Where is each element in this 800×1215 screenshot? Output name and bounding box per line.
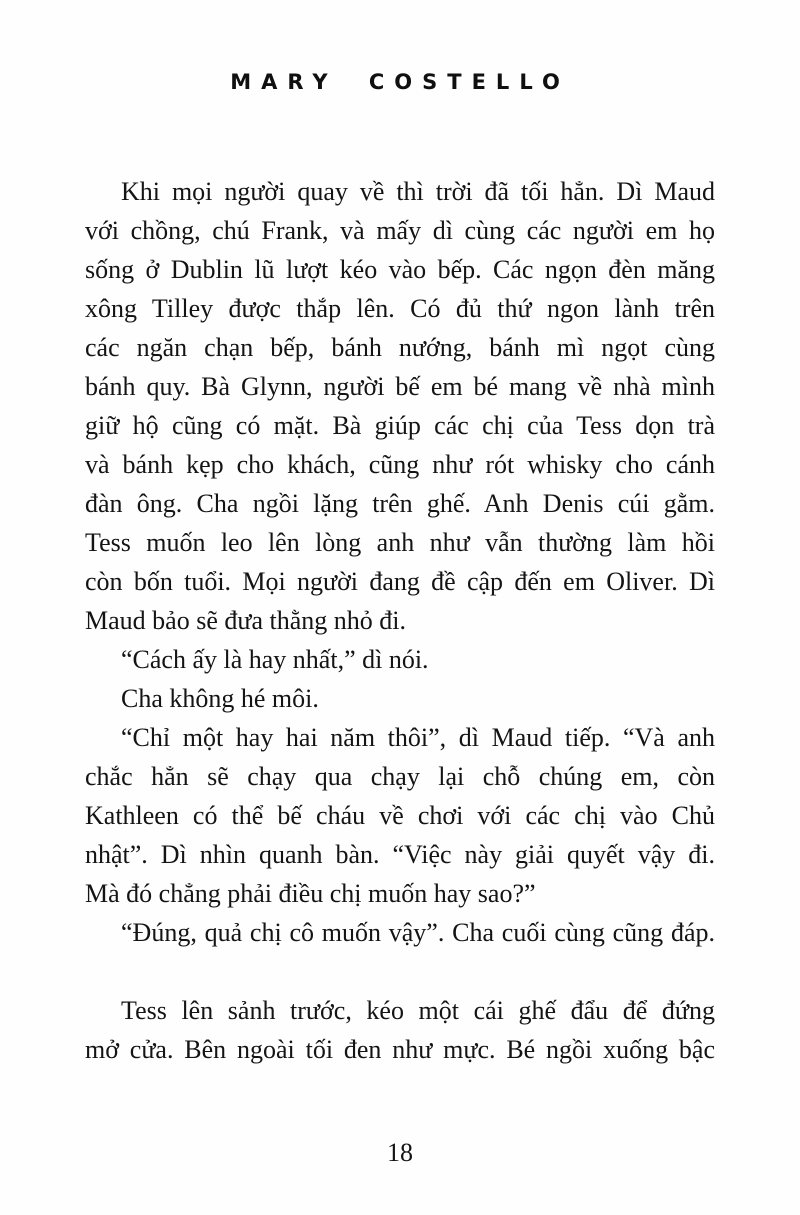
text-line: Kathleen có thể bế cháu về chơi với các chị vào Chủ — [85, 801, 715, 830]
text-line: Tess muốn leo lên lòng anh như vẫn thường làm hồi — [85, 528, 715, 557]
paragraph — [85, 172, 715, 640]
paragraph — [85, 718, 715, 913]
text-line: nhật”. Dì nhìn quanh bàn. “Việc này giải quyết vậy đi. — [85, 840, 715, 869]
text-line: Cha không hé môi. — [121, 684, 319, 713]
text-line: đàn ông. Cha ngồi lặng trên ghế. Anh Denis cúi gằm. — [85, 489, 715, 518]
text-line: với chồng, chú Frank, và mấy dì cùng các người em họ — [85, 216, 715, 245]
text-line: chắc hẳn sẽ chạy qua chạy lại chỗ chúng em, còn — [85, 762, 715, 791]
text-line: và bánh kẹp cho khách, cũng như rót whisky cho cánh — [85, 450, 715, 479]
text-line: còn bốn tuổi. Mọi người đang đề cập đến em Oliver. Dì — [85, 567, 715, 596]
text-line: giữ hộ cũng có mặt. Bà giúp các chị của Tess dọn trà — [85, 411, 715, 440]
text-line: mở cửa. Bên ngoài tối đen như mực. Bé ngồi xuống bậc — [85, 1035, 715, 1064]
paragraph — [85, 991, 715, 1069]
page-number: 18 — [387, 1138, 413, 1167]
text-line: sống ở Dublin lũ lượt kéo vào bếp. Các ngọn đèn măng — [85, 255, 715, 284]
text-line: Khi mọi người quay về thì trời đã tối hẳn. Dì Maud — [121, 177, 715, 206]
paragraph — [85, 913, 715, 952]
text-line: xông Tilley được thắp lên. Có đủ thứ ngon lành trên — [85, 294, 715, 323]
running-header-author: MARY COSTELLO — [230, 70, 570, 94]
text-line: bánh quy. Bà Glynn, người bế em bé mang về nhà mình — [85, 372, 715, 401]
body-text-block — [85, 172, 715, 1069]
text-line: Tess lên sảnh trước, kéo một cái ghế đẩu để đứng — [121, 996, 715, 1025]
text-line: Maud bảo sẽ đưa thằng nhỏ đi. — [85, 606, 406, 635]
paragraph — [85, 679, 715, 718]
text-line: “Cách ấy là hay nhất,” dì nói. — [121, 645, 429, 674]
text-line: “Đúng, quả chị cô muốn vậy”. Cha cuối cùng cũng đáp. — [121, 918, 715, 947]
text-line: Mà đó chẳng phải điều chị muốn hay sao?” — [85, 879, 536, 908]
paragraph — [85, 640, 715, 679]
text-line: các ngăn chạn bếp, bánh nướng, bánh mì ngọt cùng — [85, 333, 715, 362]
text-line: “Chỉ một hay hai năm thôi”, dì Maud tiếp. “Và anh — [121, 723, 715, 752]
